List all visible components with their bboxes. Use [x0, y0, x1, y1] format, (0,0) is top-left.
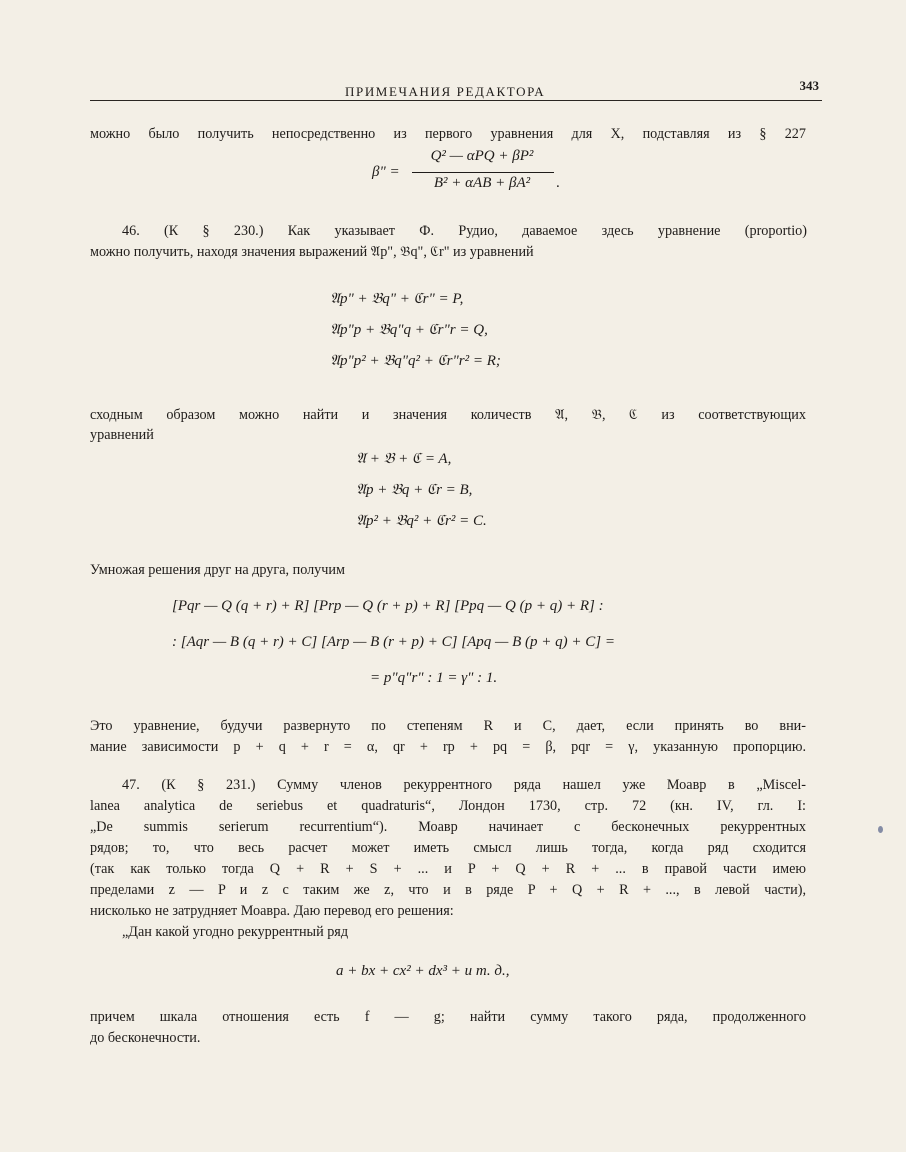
formula-beta-lhs: β" = [372, 164, 400, 180]
fraction-bar [412, 172, 554, 173]
product-eq-line2: : [Aqr — B (q + r) + C] [Arp — B (r + p) + C] [Apq — B (p + q) + C] = [172, 634, 615, 650]
similarly-line2: уравнений [90, 427, 154, 443]
note47-line5: (так как только тогда Q + R + S + ... и P + Q + R + ... в правой части имею [90, 861, 806, 877]
similarly-line1: сходным образом можно найти и значения количеств 𝔄, 𝔅, ℭ из соответствующих [90, 407, 806, 423]
expansion-line1: Это уравнение, будучи развернуто по степеням R и C, дает, если принять во вни- [90, 718, 806, 734]
quote-intro: „Дан какой угодно рекуррентный ряд [122, 924, 349, 940]
note46-line2: можно получить, находя значения выражений 𝔄p", 𝔅q", ℭr" из уравнений [90, 244, 534, 260]
product-eq-line1: [Pqr — Q (q + r) + R] [Prp — Q (r + p) + R] [Ppq — Q (p + q) + R] : [172, 598, 604, 614]
formula-beta [372, 148, 592, 204]
note47-line6: пределами z — P и z с таким же z, что и в ряде P + Q + R + ..., в левой части), [90, 882, 806, 898]
multiply-line: Умножая решения друг на друга, получим [90, 562, 345, 578]
note47-line2: lanea analytica de seriebus et quadraturis“, Лондон 1730, стр. 72 (кн. IV, гл. I: [90, 798, 806, 814]
running-header [90, 78, 825, 102]
system1-eq2: 𝔄p"p + 𝔅q"q + ℭr"r = Q, [330, 322, 488, 338]
system1-eq1: 𝔄p" + 𝔅q" + ℭr" = P, [330, 291, 464, 307]
system2-eq2: 𝔄p + 𝔅q + ℭr = B, [356, 482, 473, 498]
closing-line2: до бесконечности. [90, 1030, 201, 1046]
closing-line1: причем шкала отношения есть f — g; найти сумму такого ряда, продолженного [90, 1009, 806, 1025]
intro-line: можно было получить непосредственно из первого уравнения для X, подставляя из § 227 [90, 126, 806, 142]
note47-line7: нисколько не затрудняет Моавра. Даю перевод его решения: [90, 903, 454, 919]
note47-line3: „De summis serierum recurrentium“). Моавр начинает с бесконечных рекуррентных [90, 819, 806, 835]
formula-beta-end: . [556, 175, 560, 191]
note46-line1: 46. (К § 230.) Как указывает Ф. Рудио, даваемое здесь уравнение (proportio) [122, 223, 807, 239]
page-number: 343 [799, 78, 819, 93]
header-title: ПРИМЕЧАНИЯ РЕДАКТОРА [345, 84, 546, 99]
formula-beta-numerator: Q² — αPQ + βP² [430, 148, 534, 164]
expansion-line2: мание зависимости p + q + r = α, qr + rp + pq = β, pqr = γ, указанную пропорцию. [90, 739, 806, 755]
product-eq-line3: = p"q"r" : 1 = γ" : 1. [370, 670, 498, 686]
system1-eq3: 𝔄p"p² + 𝔅q"q² + ℭr"r² = R; [330, 353, 501, 369]
system2-eq1: 𝔄 + 𝔅 + ℭ = A, [356, 451, 452, 467]
note47-line4: рядов; то, что весь расчет может иметь смысл лишь тогда, когда ряд сходится [90, 840, 806, 856]
system2-eq3: 𝔄p² + 𝔅q² + ℭr² = C. [356, 513, 487, 529]
note47-line1: 47. (К § 231.) Сумму членов рекуррентного ряда нашел уже Моавр в „Miscel- [122, 777, 806, 793]
formula-beta-denominator: B² + αAB + βA² [433, 175, 531, 191]
header-rule [90, 100, 822, 101]
series-equation: a + bx + cx² + dx³ + и т. д., [336, 963, 510, 979]
ink-spot [878, 826, 883, 833]
